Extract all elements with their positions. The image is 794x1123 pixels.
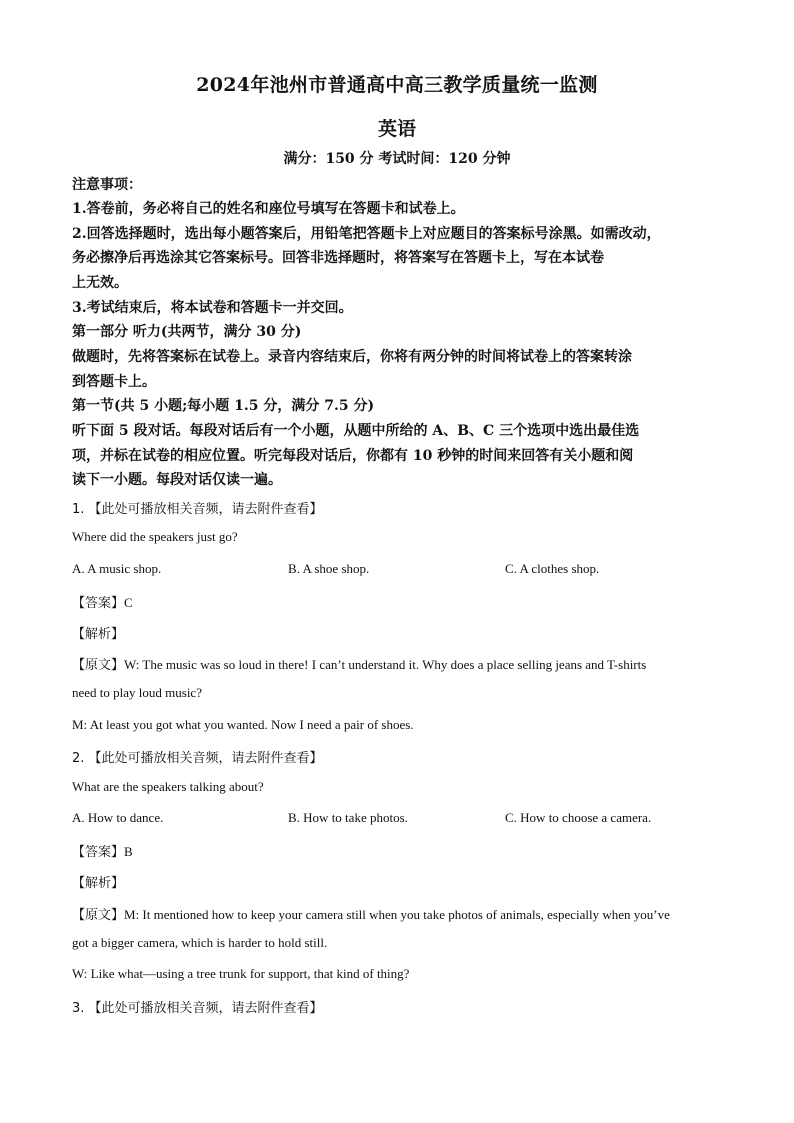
notice-item-2-line-3: 上无效。 — [72, 275, 128, 291]
section1-heading: 第一节(共 5 小题;每小题 1.5 分，满分 7.5 分) — [72, 398, 375, 414]
q1-option-b: B. A shoe shop. — [288, 561, 370, 576]
part1-intro-line-2: 到答题卡上。 — [72, 374, 156, 390]
subject-title: 英语 — [377, 118, 416, 140]
q1-answer-label: 【答案】 — [72, 596, 125, 611]
notice-item-1: 1.答卷前，务必将自己的姓名和座位号填写在答题卡和试卷上。 — [72, 201, 465, 217]
notice-heading: 注意事项： — [72, 177, 142, 193]
q2-answer — [72, 841, 133, 860]
q2-option-a: A. How to dance. — [72, 810, 164, 825]
q3-audio-link[interactable]: 3. 【此处可播放相关音频，请去附件查看】 — [72, 1001, 323, 1016]
q2-script-label: 【原文】 — [72, 908, 125, 923]
q2-option-c: C. How to choose a camera. — [505, 810, 652, 825]
q1-script-label: 【原文】 — [72, 658, 125, 673]
q1-script-text-1: W: The music was so loud in there! I can’t understand it. Why does a place selling jeans and T-shirts — [124, 657, 647, 672]
q2-analysis: 【解析】 — [72, 876, 125, 891]
notice-item-3: 3.考试结束后，将本试卷和答题卡一并交回。 — [72, 300, 353, 316]
part1-heading: 第一部分 听力(共两节，满分 30 分) — [72, 324, 302, 340]
q1-answer-value: C — [124, 595, 133, 610]
q1-analysis: 【解析】 — [72, 627, 125, 642]
q2-option-b: B. How to take photos. — [288, 810, 408, 825]
exam-title: 2024年池州市普通高中高三教学质量统一监测 — [196, 74, 598, 96]
q2-answer-value: B — [124, 844, 133, 859]
part1-intro-line-1: 做题时，先将答案标在试卷上。录音内容结束后，你将有两分钟的时间将试卷上的答案转涂 — [72, 349, 632, 365]
section1-line-3: 读下一小题。每段对话仅读一遍。 — [72, 472, 282, 488]
q1-script-line-2: need to play loud music? — [72, 685, 202, 700]
q1-audio-link[interactable]: 1. 【此处可播放相关音频，请去附件查看】 — [72, 502, 323, 517]
q2-answer-label: 【答案】 — [72, 845, 125, 860]
notice-item-2-line-2: 务必擦净后再选涂其它答案标号。回答非选择题时，将答案写在答题卡上，写在本试卷 — [72, 250, 604, 266]
q2-audio-link[interactable]: 2. 【此处可播放相关音频，请去附件查看】 — [72, 751, 323, 766]
score-time: 满分：150 分 考试时间：120 分钟 — [283, 151, 511, 167]
q1-answer — [72, 592, 133, 611]
section1-line-2: 项，并标在试卷的相应位置。听完每段对话后，你都有 10 秒钟的时间来回答有关小题和阅 — [72, 448, 634, 464]
q1-option-c: C. A clothes shop. — [505, 561, 600, 576]
q2-script-text-1: M: It mentioned how to keep your camera still when you take photos of animals, especially when you’ve — [124, 907, 670, 922]
q2-question: What are the speakers talking about? — [72, 779, 264, 794]
q2-script-line-3: W: Like what—using a tree trunk for support, that kind of thing? — [72, 966, 410, 981]
q1-option-a: A. A music shop. — [72, 561, 162, 576]
notice-item-2-line-1: 2.回答选择题时，选出每小题答案后，用铅笔把答题卡上对应题目的答案标号涂黑。如需改动， — [72, 226, 661, 242]
section1-line-1: 听下面 5 段对话。每段对话后有一个小题，从题中所给的 A、B、C 三个选项中选出最佳选 — [72, 423, 640, 439]
q1-script-line-3: M: At least you got what you wanted. Now I need a pair of shoes. — [72, 717, 414, 732]
q1-script-line-1 — [72, 654, 646, 673]
q2-script-line-1 — [72, 904, 670, 923]
q1-question: Where did the speakers just go? — [72, 529, 238, 544]
q2-script-line-2: got a bigger camera, which is harder to hold still. — [72, 935, 328, 950]
